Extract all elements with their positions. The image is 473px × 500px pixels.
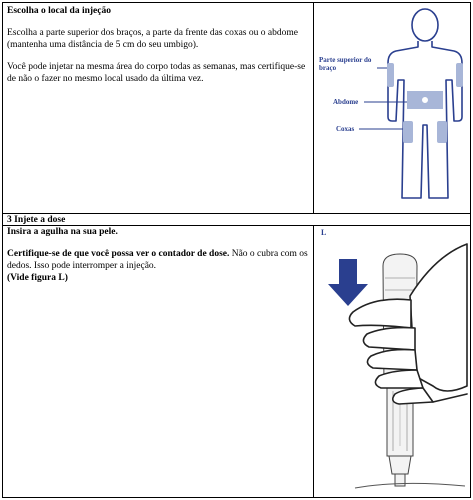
arm-label: Parte superior do braço <box>319 56 372 72</box>
dose-counter-emphasis: Certifique-se de que você possa ver o contador de dose. <box>7 249 230 259</box>
right-arm-site <box>456 63 463 87</box>
index-finger <box>363 328 415 350</box>
body-diagram <box>315 5 469 211</box>
inject-dose-text <box>7 226 309 284</box>
right-thigh-site <box>437 121 447 143</box>
middle-finger <box>367 350 417 370</box>
left-thigh-site <box>403 121 413 143</box>
hand-back <box>410 244 467 391</box>
thumb <box>349 299 411 328</box>
injection-site-text <box>7 5 307 85</box>
abdomen-label: Abdome <box>333 98 359 106</box>
site-paragraph-2: Você pode injetar na mesma área do corpo todas as semanas, mas certifique-se de não o fazer no mesmo local usado da última vez. <box>7 62 306 84</box>
figure-reference: (Vide figura L) <box>7 273 68 283</box>
down-arrow-icon <box>328 259 368 306</box>
dose-counter-paragraph <box>7 248 309 272</box>
wrist-line <box>433 394 467 402</box>
thigh-label: Coxas <box>336 125 355 133</box>
skin-surface <box>355 483 465 488</box>
column-divider-bottom <box>313 225 314 497</box>
pen-injection-figure <box>315 226 470 496</box>
left-arm-site <box>387 63 394 87</box>
site-paragraph-1: Escolha a parte superior dos braços, a parte da frente das coxas ou o abdome (mantenha uma distância de 5 cm do seu umbigo). <box>7 28 298 50</box>
column-divider-top <box>313 3 314 213</box>
head-outline <box>412 9 438 41</box>
dose-counter-rest: Não o cubra com os dedos. Isso pode interromper a injeção. <box>7 249 308 271</box>
instruction-table <box>2 2 471 498</box>
pen-tip <box>389 456 411 474</box>
body-outline <box>388 41 462 198</box>
section-title: Escolha o local da injeção <box>7 6 111 16</box>
figure-letter: L <box>321 228 327 237</box>
inject-subtitle: Insira a agulha na sua pele. <box>7 227 118 237</box>
ring-finger <box>375 370 423 388</box>
step-header: 3 Injete a dose <box>7 215 66 225</box>
abdomen-site <box>407 91 443 109</box>
